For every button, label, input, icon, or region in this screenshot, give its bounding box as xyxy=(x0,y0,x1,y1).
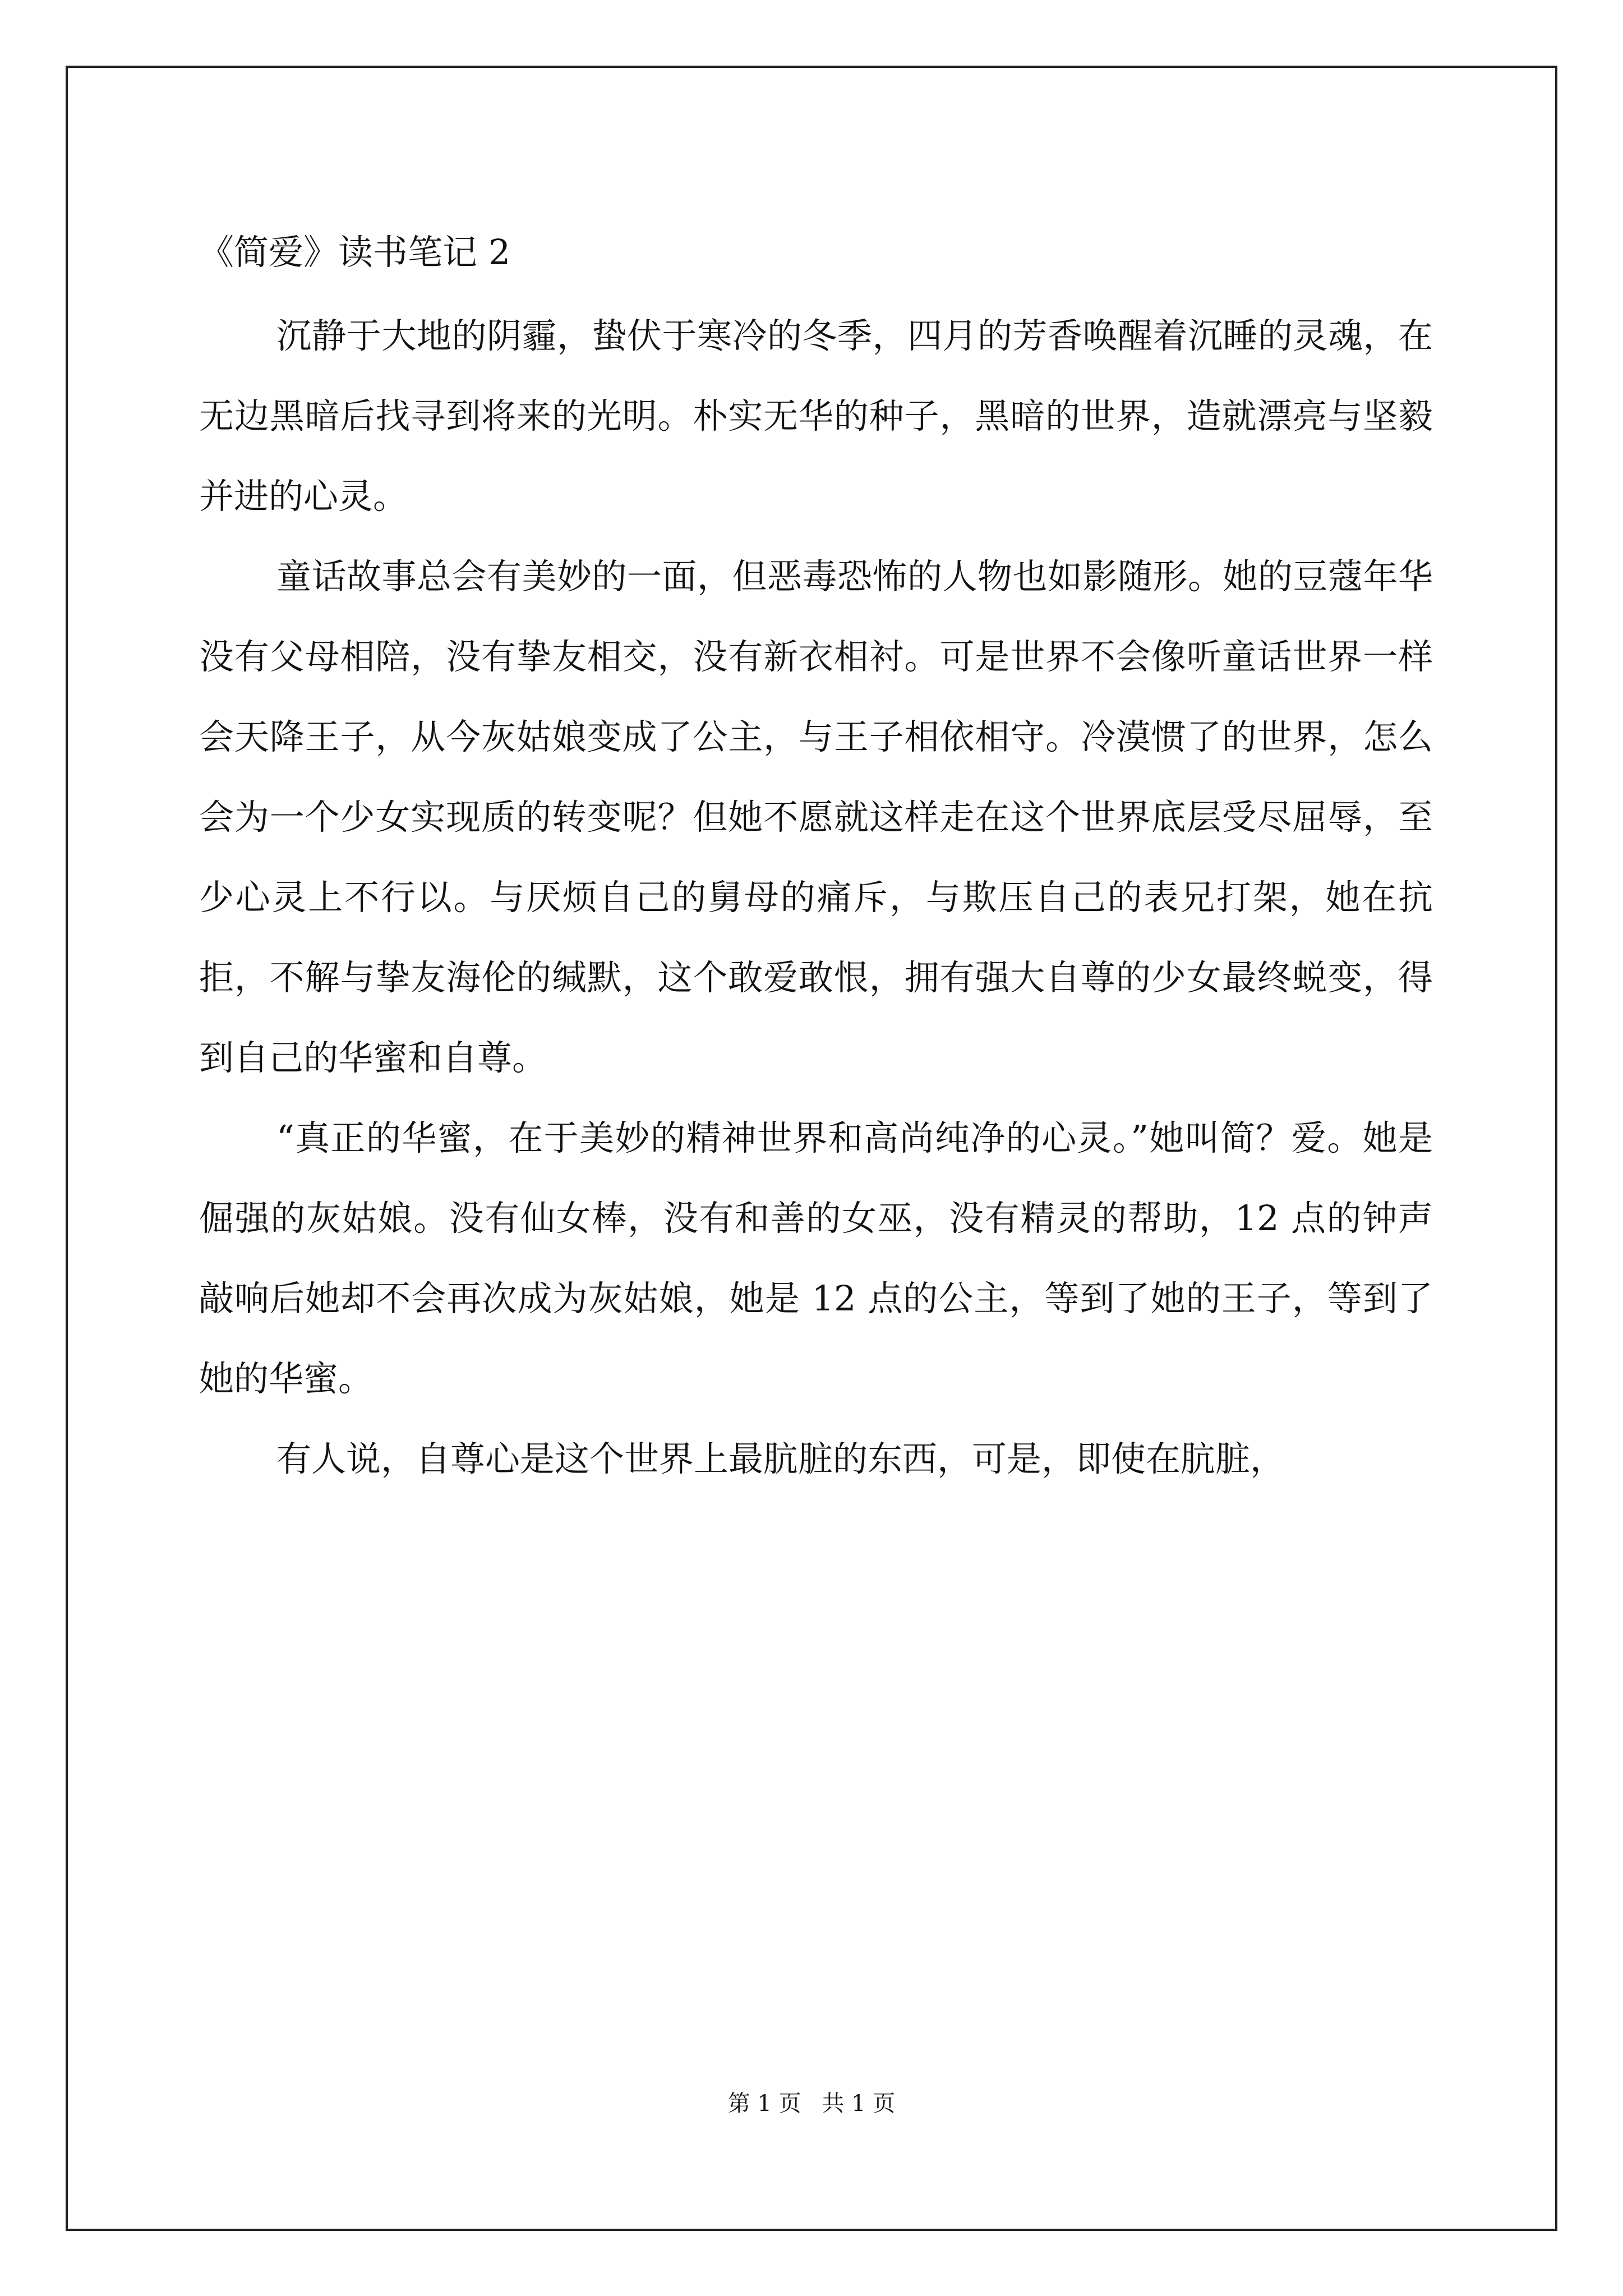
page-footer xyxy=(0,2087,1623,2120)
document-title: 《简爱》读书笔记 2 xyxy=(199,232,511,273)
page-number: 第 1 页 xyxy=(727,2091,801,2116)
paragraph-1: 沉静于大地的阴霾，蛰伏于寒冷的冬季，四月的芳香唤醒着沉睡的灵魂，在无边黑暗后找寻到将来的光明。朴实无华的种子，黑暗的世界，造就漂亮与坚毅并进的心灵。 xyxy=(199,315,1433,517)
document-body xyxy=(199,222,1433,1499)
paragraph-3: “真正的华蜜，在于美妙的精神世界和高尚纯净的心灵。”她叫简？爱。她是倔强的灰姑娘。没有仙女棒，没有和善的女巫，没有精灵的帮助，12 点的钟声敲响后她却不会再次成为灰姑娘，她是 12 点的公主，等到了她的王子，等到了她的华蜜。 xyxy=(199,1117,1433,1399)
paragraph-4: 有人说，自尊心是这个世界上最肮脏的东西，可是，即使在肮脏， xyxy=(276,1438,1285,1479)
page-total: 共 1 页 xyxy=(822,2091,896,2116)
paragraph-2: 童话故事总会有美妙的一面，但恶毒恐怖的人物也如影随形。她的豆蔻年华没有父母相陪，没有挚友相交，没有新衣相衬。可是世界不会像听童话世界一样会天降王子，从今灰姑娘变成了公主，与王子相依相守。冷漠惯了的世界，怎么会为一个少女实现质的转变呢？但她不愿就这样走在这个世界底层受尽屈辱，至少心灵上不行以。与厌烦自己的舅母的痛斥，与欺压自己的表兄打架，她在抗拒，不解与挚友海伦的缄默，这个敢爱敢恨，拥有强大自尊的少女最终蜕变，得到自己的华蜜和自尊。 xyxy=(199,556,1433,1078)
